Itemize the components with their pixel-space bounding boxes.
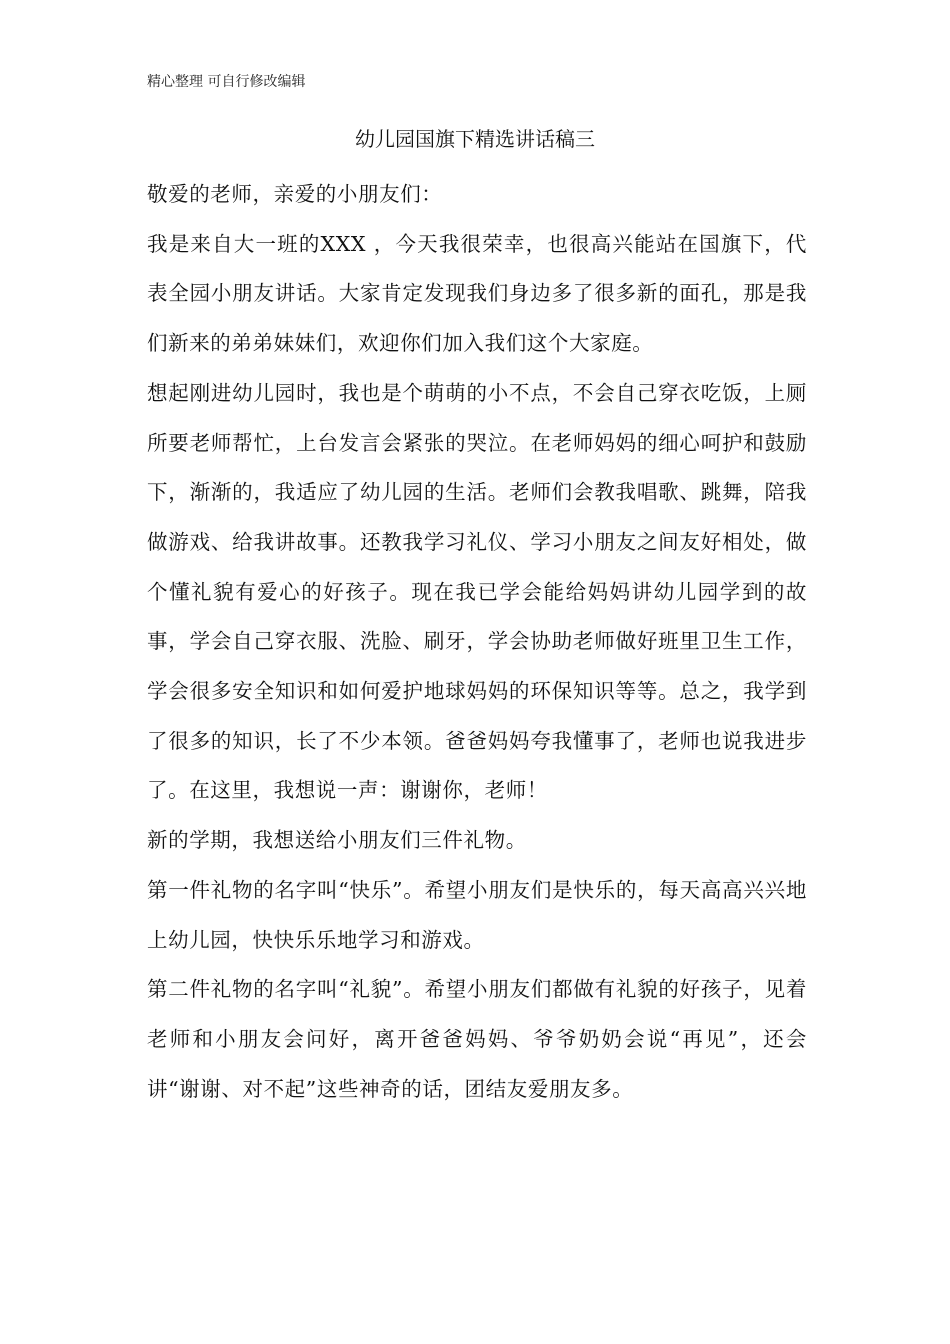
paragraph-gift-one: 第一件礼物的名字叫“快乐”。希望小朋友们是快乐的，每天高高兴兴地上幼儿园，快快乐乐地学习和游戏。 (147, 877, 807, 952)
paragraph-salutation: 敬爱的老师，亲爱的小朋友们： (147, 182, 443, 206)
paragraph-introduction: 我是来自大一班的XXX ，今天我很荣幸，也很高兴能站在国旗下，代表全园小朋友讲话。大家肯定发现我们身边多了很多新的面孔，那是我们新来的弟弟妹妹们，欢迎你们加入我们这个大家庭。 (147, 231, 807, 356)
document-title: 幼儿园国旗下精选讲话稿三 (355, 127, 595, 151)
paragraph-memories: 想起刚进幼儿园时，我也是个萌萌的小不点，不会自己穿衣吃饭，上厕所要老师帮忙，上台发言会紧张的哭泣。在老师妈妈的细心呵护和鼓励下，渐渐的，我适应了幼儿园的生活。老师们会教我唱歌、跳舞，陪我做游戏、给我讲故事。还教我学习礼仪、学习小朋友之间友好相处，做个懂礼貌有爱心的好孩子。现在我已学会能给妈妈讲幼儿园学到的故事，学会自己穿衣服、洗脸、刷牙，学会协助老师做好班里卫生工作，学会很多安全知识和如何爱护地球妈妈的环保知识等等。总之，我学到了很多的知识，长了不少本领。爸爸妈妈夸我懂事了，老师也说我进步了。在这里，我想说一声：谢谢你，老师！ (147, 380, 807, 803)
paragraph-gift-two: 第二件礼物的名字叫“礼貌”。希望小朋友们都做有礼貌的好孩子，见着老师和小朋友会问好，离开爸爸妈妈、爷爷奶奶会说“再见”，还会讲“谢谢、对不起”这些神奇的话，团结友爱朋友多。 (147, 977, 807, 1101)
document-body (147, 170, 807, 1114)
header-note: 精心整理 可自行修改编辑 (147, 74, 306, 90)
paragraph-new-semester: 新的学期，我想送给小朋友们三件礼物。 (147, 828, 527, 853)
